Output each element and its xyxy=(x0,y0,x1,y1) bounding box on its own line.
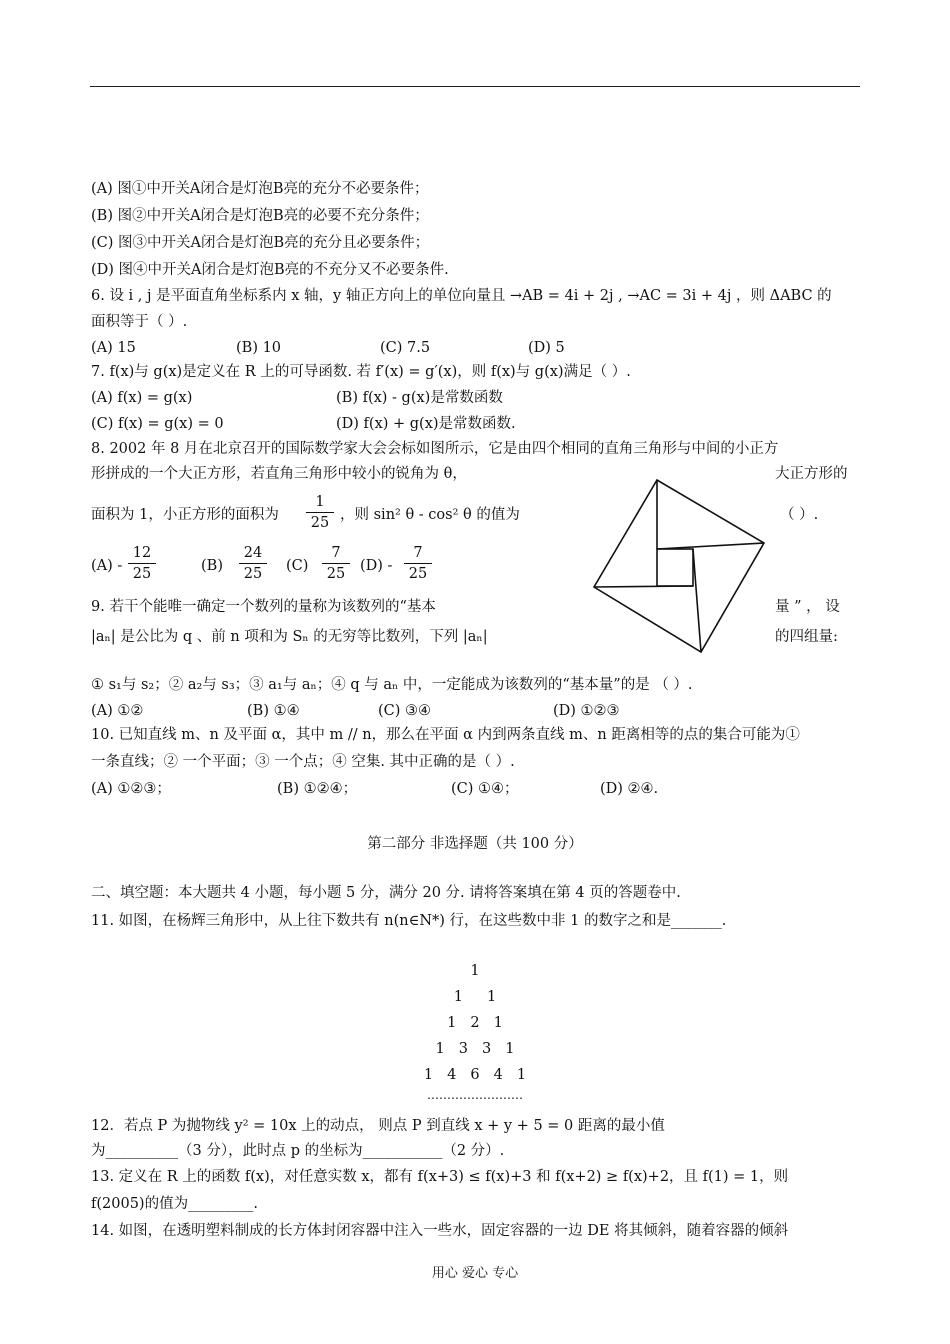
q8-option-a-fraction: 12 25 xyxy=(124,545,160,582)
q14-stem: 14. 如图，在透明塑料制成的长方体封闭容器中注入一些水，固定容器的一边 DE 将其倾斜，随着容器的倾斜 xyxy=(91,1223,789,1239)
q8-option-c: (C) xyxy=(286,558,309,574)
q8-fraction: 1 25 xyxy=(302,494,338,531)
q13-stem: 13. 定义在 R 上的函数 f(x)，对任意实数 x，都有 f(x+3) ≤ f(x)+3 和 f(x+2) ≥ f(x)+2，且 f(1) = 1，则 xyxy=(91,1169,789,1185)
q8-area-text: 面积为 1，小正方形的面积为 xyxy=(91,507,279,523)
q6-option-a: (A) 15 xyxy=(91,340,136,356)
pascal-row-4: 1 3 3 1 xyxy=(435,1041,515,1057)
q7-option-a: (A) f(x) = g(x) xyxy=(91,390,193,406)
q10-option-c: (C) ①④； xyxy=(451,781,519,797)
q10-stem-cont: 一条直线；② 一个平面；③ 一个点；④ 空集. 其中正确的是（ ）. xyxy=(91,754,515,770)
q12-stem: 12．若点 P 为抛物线 y² = 10x 上的动点， 则点 P 到直线 x + y + 5 = 0 距离的最小值 xyxy=(91,1118,665,1134)
q8-option-d: (D) - xyxy=(360,558,393,574)
q9-stem-right: 量 ” ， 设 xyxy=(775,599,840,615)
q9-stem-cont: |aₙ| 是公比为 q 、前 n 项和为 Sₙ 的无穷等比数列，下列 |aₙ| xyxy=(91,629,488,645)
q8-option-a: (A) - xyxy=(91,558,123,574)
q7-option-d: (D) f(x) + g(x)是常数函数. xyxy=(336,416,516,432)
pascal-row-2: 1 1 xyxy=(453,989,497,1005)
q6-option-c: (C) 7.5 xyxy=(380,340,431,356)
q9-stem-cont-right: 的四组量: xyxy=(775,629,838,645)
q9-option-a: (A) ①② xyxy=(91,703,144,719)
congress-logo-figure xyxy=(588,476,768,658)
q6-option-d: (D) 5 xyxy=(528,340,565,356)
part2-title: 第二部分 非选择题（共 100 分） xyxy=(367,836,583,852)
q8-answer-bracket: （ ）. xyxy=(780,507,819,523)
q6-stem: 6. 设 i , j 是平面直角坐标系内 x 轴，y 轴正方向上的单位向量且 →AB = 4i + 2j , →AC = 3i + 4j ，则 ΔABC 的 xyxy=(91,288,832,304)
q8-stem-cont: 形拼成的一个大正方形，若直角三角形中较小的锐角为 θ， xyxy=(91,466,467,482)
q8-option-c-fraction: 7 25 xyxy=(318,545,354,582)
pascal-row-3: 1 2 1 xyxy=(447,1015,503,1031)
q5-option-d: (D) 图④中开关A闭合是灯泡B亮的不充分又不必要条件. xyxy=(91,262,449,278)
q9-option-b: (B) ①④ xyxy=(247,703,300,719)
page-footer: 用心 爱心 专心 xyxy=(431,1266,519,1281)
q7-option-b: (B) f(x) - g(x)是常数函数 xyxy=(336,390,503,406)
q8-trig-text: ，则 sin² θ - cos² θ 的值为 xyxy=(340,507,520,523)
q9-choices: ① s₁与 s₂；② a₂与 s₃；③ a₁与 aₙ；④ q 与 aₙ 中，一定能成为该数列的“基本量”的是 （ ）. xyxy=(91,677,693,693)
q7-stem: 7. f(x)与 g(x)是定义在 R 上的可导函数. 若 f′(x) = g′(x)，则 f(x)与 g(x)满足（ ）. xyxy=(91,364,631,380)
q8-stem: 8. 2002 年 8 月在北京召开的国际数学家大会会标如图所示，它是由四个相同的直角三角形与中间的小正方 xyxy=(91,441,779,457)
q11-stem: 11. 如图，在杨辉三角形中，从上往下数共有 n(n∈N*) 行，在这些数中非 1 的数字之和是_______. xyxy=(91,913,727,929)
q9-option-d: (D) ①②③ xyxy=(553,703,620,719)
q13-stem-cont: f(2005)的值为_________. xyxy=(91,1196,258,1212)
q5-option-c: (C) 图③中开关A闭合是灯泡B亮的充分且必要条件； xyxy=(91,235,430,251)
q5-option-a: (A) 图①中开关A闭合是灯泡B亮的充分不必要条件； xyxy=(91,181,429,197)
q12-stem-cont: 为__________（3 分），此时点 p 的坐标为___________（2 分）. xyxy=(91,1143,505,1159)
header-rule xyxy=(90,86,860,87)
q7-option-c: (C) f(x) = g(x) = 0 xyxy=(91,416,224,432)
q8-option-d-fraction: 7 25 xyxy=(400,545,436,582)
pascal-ellipsis: …………………… xyxy=(427,1088,523,1102)
pascal-row-5: 1 4 6 4 1 xyxy=(423,1067,527,1083)
q8-option-b-fraction: 24 25 xyxy=(235,545,271,582)
q10-stem: 10. 已知直线 m、n 及平面 α，其中 m // n，那么在平面 α 内到两条直线 m、n 距离相等的点的集合可能为① xyxy=(91,727,800,743)
section2-intro: 二、填空题：本大题共 4 小题，每小题 5 分，满分 20 分. 请将答案填在第 4 页的答题卷中. xyxy=(91,885,681,901)
q5-option-b: (B) 图②中开关A闭合是灯泡B亮的必要不充分条件； xyxy=(91,208,429,224)
pascal-row-1: 1 xyxy=(470,963,480,979)
q10-option-b: (B) ①②④； xyxy=(277,781,358,797)
q6-stem-cont: 面积等于（ ）. xyxy=(91,314,188,330)
q8-option-b: (B) xyxy=(201,558,223,574)
q9-option-c: (C) ③④ xyxy=(378,703,432,719)
q10-option-d: (D) ②④. xyxy=(600,781,659,797)
q6-option-b: (B) 10 xyxy=(236,340,282,356)
q8-stem-cont-right: 大正方形的 xyxy=(775,466,848,482)
q9-stem: 9. 若干个能唯一确定一个数列的量称为该数列的“基本 xyxy=(91,599,436,615)
q10-option-a: (A) ①②③； xyxy=(91,781,171,797)
